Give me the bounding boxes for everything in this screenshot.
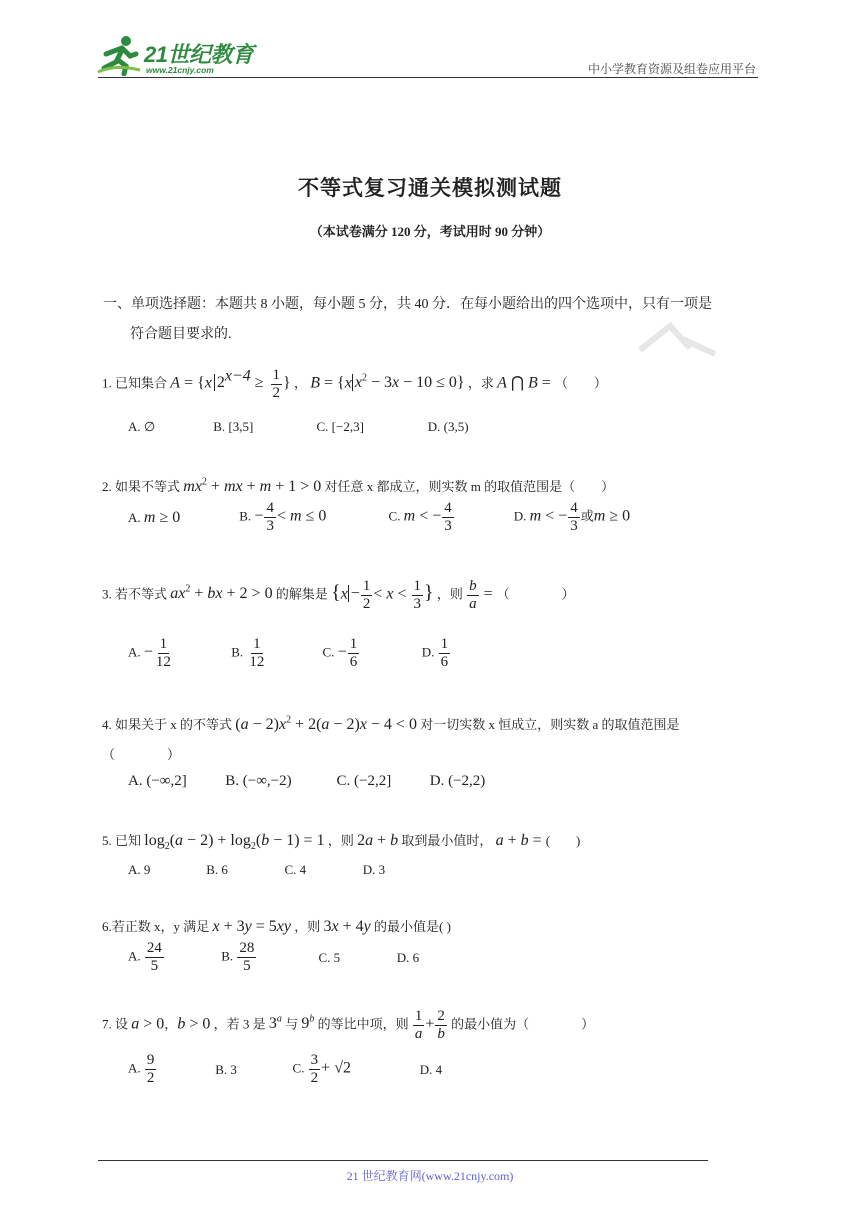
q1-option-b[interactable]: B. [3,5] — [213, 419, 254, 435]
q3-option-c[interactable]: C. − $\frac{1}{6}$ — [322, 636, 358, 670]
q6-option-b[interactable]: B. $\frac{28}{5}$ — [221, 940, 255, 974]
logo-text: 21世纪教育 — [144, 42, 254, 67]
footer-link[interactable]: 21 世纪教育网(www.21cnjy.com) — [346, 1169, 514, 1183]
question-6: 6.若正数 x，y 满足 x + 3y = 5xy ，则 3x + 4y 的最小值是( ) — [102, 918, 451, 935]
q4-option-a[interactable]: A. (−∞,2] — [128, 772, 187, 789]
question-4: 4. 如果关于 x 的不等式 $(a - 2)x^2 + 2(a - 2)x - 4 < 0$ 对一切实数 x 恒成立，则实数 a 的取值范围是 — [102, 714, 680, 733]
q1-option-a[interactable]: A. ∅ — [128, 419, 156, 435]
question-3: 3. 若不等式 $ax^2$ + bx + 2 > 0 的解集是 {x − $\frac{1}{2}$ < x < $\frac{1}{3}$ } ，则 $\frac{b}{a}$ = （ ） — [102, 578, 575, 612]
page-subtitle: （本试卷满分 120 分，考试用时 90 分钟） — [309, 224, 551, 239]
q6-option-c[interactable]: C. 5 — [318, 949, 341, 965]
q3-option-a[interactable]: A. − $\frac{1}{12}$ — [128, 636, 171, 670]
q2-option-a[interactable]: A. m ≥ 0 — [128, 508, 181, 526]
watermark-icon — [630, 318, 730, 358]
section-line-2: 符合题目要求的. — [130, 327, 232, 342]
q4-option-b[interactable]: B. (−∞,−2) — [225, 772, 292, 789]
logo-url: www.21cnjy.com — [146, 65, 214, 75]
footer-divider — [98, 1160, 708, 1161]
q5-option-b[interactable]: B. 6 — [206, 862, 228, 878]
q4-option-c[interactable]: C. (−2,2] — [336, 772, 392, 789]
question-7: 7. 设 a > 0，b > 0 ，若 3 是 3$^a$ 与 9$^b$ 的等比中项，则 $\frac{1}{a}$ + $\frac{2}{b}$ 的最小值为（ ） — [102, 1008, 595, 1042]
q7-option-c[interactable]: C. $\frac{3}{2}$ + √2 — [292, 1052, 351, 1086]
question-1: 1. 已知集合 A = {x $2^{x-4}$ ≥ $\frac{1}{2}$ } ， B = {x $x^2 - 3x - 10 \le 0$} ，求 A ⋂ B = （ ） — [102, 367, 607, 401]
header-divider — [98, 77, 758, 78]
question-4-options — [128, 772, 485, 790]
question-6-options — [128, 940, 419, 975]
runner-logo-icon — [96, 34, 142, 76]
q7-option-a[interactable]: A. $\frac{9}{2}$ — [128, 1052, 155, 1086]
q7-option-d[interactable]: D. 4 — [419, 1061, 443, 1077]
header-right-text: 中小学教育资源及组卷应用平台 — [587, 62, 756, 76]
q5-option-c[interactable]: C. 4 — [284, 862, 307, 878]
question-2-options — [128, 500, 630, 535]
page-title: 不等式复习通关模拟测试题 — [298, 176, 562, 200]
question-1-options — [128, 418, 469, 435]
question-5: 5. 已知 $\log_2(a - 2) + \log_2(b - 1) = 1$ ，则 2a + b 取到最小值时， a + b = ( ) — [102, 832, 581, 853]
question-5-options — [128, 861, 385, 878]
q1-option-c[interactable]: C. [−2,3] — [316, 419, 364, 435]
q5-option-a[interactable]: A. 9 — [128, 862, 151, 878]
q2-option-b[interactable]: B. − $\frac{4}{3}$ < m ≤ 0 — [239, 500, 327, 534]
q1-option-d[interactable]: D. (3,5) — [427, 419, 469, 435]
q3-option-d[interactable]: D. $\frac{1}{6}$ — [421, 636, 449, 670]
q4-option-d[interactable]: D. (−2,2) — [429, 772, 486, 789]
q5-option-d[interactable]: D. 3 — [362, 862, 386, 878]
q2-option-d[interactable]: D. m < − $\frac{4}{3}$ 或m ≥ 0 — [513, 500, 631, 534]
question-3-options — [128, 636, 451, 671]
question-4-line-2: （ ） — [102, 747, 181, 762]
q7-option-b[interactable]: B. 3 — [215, 1061, 237, 1077]
site-logo — [96, 34, 266, 78]
question-7-options — [128, 1052, 442, 1087]
q3-option-b[interactable]: B. $\frac{1}{12}$ — [231, 636, 265, 670]
question-2: 2. 如果不等式 $mx^2$ + mx + m + 1 > 0 对任意 x 都成立，则实数 m 的取值范围是（ ） — [102, 476, 615, 495]
q6-option-d[interactable]: D. 6 — [396, 949, 420, 965]
section-line-1: 一、单项选择题：本题共 8 小题，每小题 5 分，共 40 分．在每小题给出的四个选项中，只有一项是 — [103, 297, 712, 312]
q2-option-c[interactable]: C. m < − $\frac{4}{3}$ — [388, 500, 452, 534]
q6-option-a[interactable]: A. $\frac{24}{5}$ — [128, 940, 162, 974]
